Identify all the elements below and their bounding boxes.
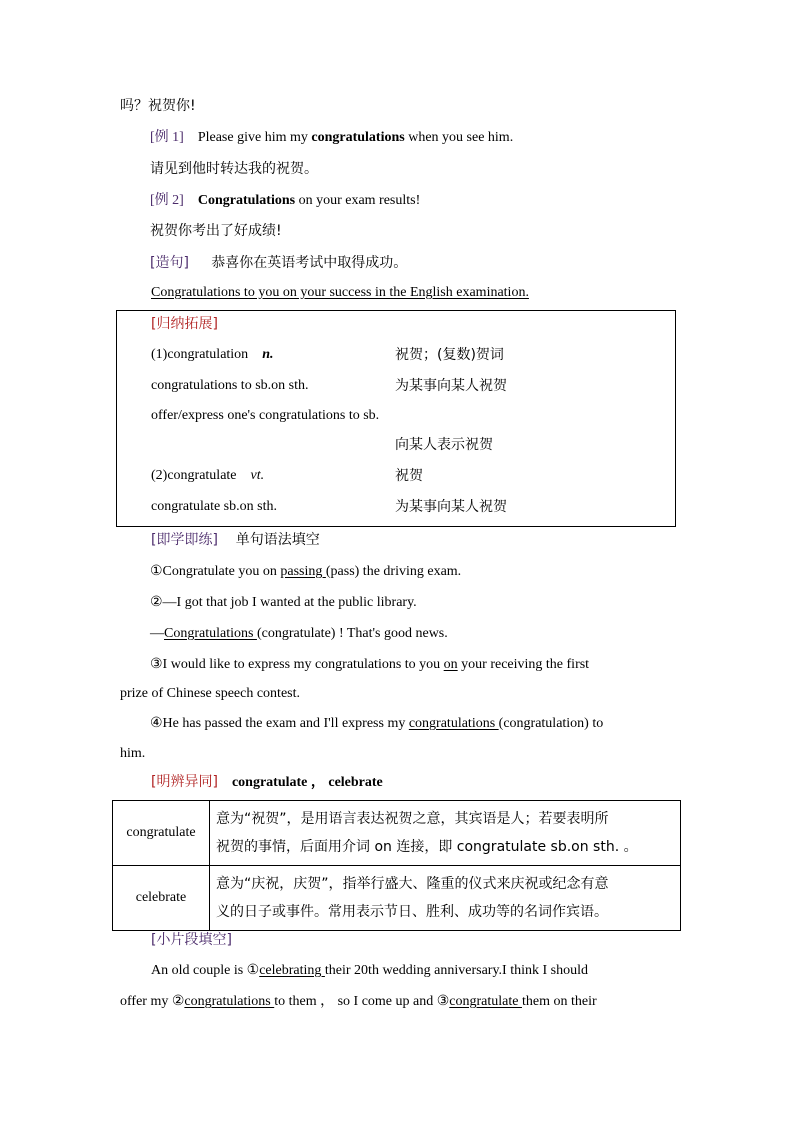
practice-q1-answer: passing [280,564,326,579]
example-2-label: [例 2] [150,193,184,208]
compare-title: congratulate ， celebrate [231,775,383,790]
compare-definition-line: 义的日子或事件。常用表示节日、胜利、成功等的名词作宾语。 [216,904,608,920]
summary-row-3-zh: 向某人表示祝贺 [395,437,493,453]
passage-line1 [151,961,588,981]
summary-row-1-pos: n. [262,347,274,362]
compare-header [151,772,383,793]
practice-q1-post: (pass) the driving exam. [325,564,462,579]
practice-q2-answer: Congratulations [164,626,257,641]
passage-answer-1: celebrating [259,963,325,978]
practice-q2-post: (congratulate) ! That's good news. [256,626,448,641]
summary-row-3-en: offer/express one's congratulations to sb. [151,408,380,423]
practice-title: 单句语法填空 [235,532,320,548]
example-1 [150,128,513,148]
passage-line2 [120,992,597,1012]
practice-q4-post: (congratulation) to [498,716,604,731]
make-sentence-label: [造句] [150,255,189,271]
example-2-post: on your exam results! [295,193,421,208]
practice-q2-pre: — [150,626,164,641]
practice-q3-line1 [150,655,589,675]
make-sentence-prompt: 恭喜你在英语考试中取得成功。 [211,255,408,271]
practice-q2-line1: ②—I got that job I wanted at the public library. [150,595,417,610]
compare-definition [210,801,681,866]
example-1-pre: Please give him my [197,130,312,145]
practice-q3-line2: prize of Chinese speech contest. [120,686,300,701]
example-1-translation: 请见到他时转达我的祝贺。 [150,161,318,177]
practice-q4-pre: ④He has passed the exam and I'll express my [150,716,409,731]
practice-q1 [150,562,461,582]
summary-row-1-zh: 祝贺；(复数)贺词 [395,347,504,363]
passage-text: them on their [521,994,597,1009]
summary-row-6-en: congratulate sb.on sth. [151,499,277,514]
compare-definition [210,866,681,931]
practice-q4-line2: him. [120,746,146,761]
intro-tail: 吗？祝贺你! [120,98,196,114]
example-2-keyword: Congratulations [197,193,296,208]
practice-q3-pre: ③I would like to express my congratulations to you [150,657,444,672]
summary-row-2-en: congratulations to sb.on sth. [151,378,309,393]
compare-word: congratulate [113,801,210,866]
practice-q2-line2 [150,624,448,644]
make-sentence [150,253,407,273]
compare-word: celebrate [113,866,210,931]
example-1-keyword: congratulations [311,130,405,145]
compare-definition-line: 意为“庆祝，庆贺”，指举行盛大、隆重的仪式来庆祝或纪念有意 [216,876,609,892]
summary-row-5-en [151,466,264,486]
passage-text: An old couple is ① [151,963,260,978]
practice-q3-post: your receiving the first [457,657,590,672]
summary-label: [归纳拓展] [151,316,218,332]
summary-row-6-zh: 为某事向某人祝贺 [395,499,507,515]
passage-label: [小片段填空] [151,932,232,948]
compare-row-celebrate [113,866,681,931]
practice-label: [即学即练] [151,532,218,548]
compare-row-congratulate [113,801,681,866]
summary-row-1-term: (1)congratulation [151,347,249,362]
summary-row-5-zh: 祝贺 [395,468,423,484]
passage-answer-2: congratulations [184,994,275,1009]
compare-table [112,800,681,931]
practice-q4-line1 [150,714,603,734]
summary-row-5-term: (2)congratulate [151,468,237,483]
make-sentence-answer: Congratulations to you on your success in the English examination. [151,285,529,300]
summary-row-5-pos: vt. [250,468,265,483]
passage-text: to them ， so I come up and ③ [274,994,450,1009]
example-1-post: when you see him. [404,130,514,145]
practice-q1-pre: ①Congratulate you on [150,564,281,579]
example-1-label: [例 1] [150,130,184,145]
compare-definition-line: 祝贺的事情，后面用介词 on 连接，即 congratulate sb.on sth. 。 [216,839,638,855]
passage-text: offer my ② [120,994,185,1009]
summary-row-2-zh: 为某事向某人祝贺 [395,378,507,394]
compare-label: [明辨异同] [151,774,218,790]
practice-header [151,530,320,550]
example-2-translation: 祝贺你考出了好成绩! [150,223,282,239]
example-2 [150,191,420,211]
passage-answer-3: congratulate [449,994,522,1009]
practice-q3-answer: on [443,657,458,672]
compare-definition-line: 意为“祝贺”，是用语言表达祝贺之意，其宾语是人；若要表明所 [216,811,609,827]
summary-row-1-en [151,345,273,365]
passage-text: their 20th wedding anniversary.I think I should [324,963,589,978]
practice-q4-answer: congratulations [408,716,499,731]
